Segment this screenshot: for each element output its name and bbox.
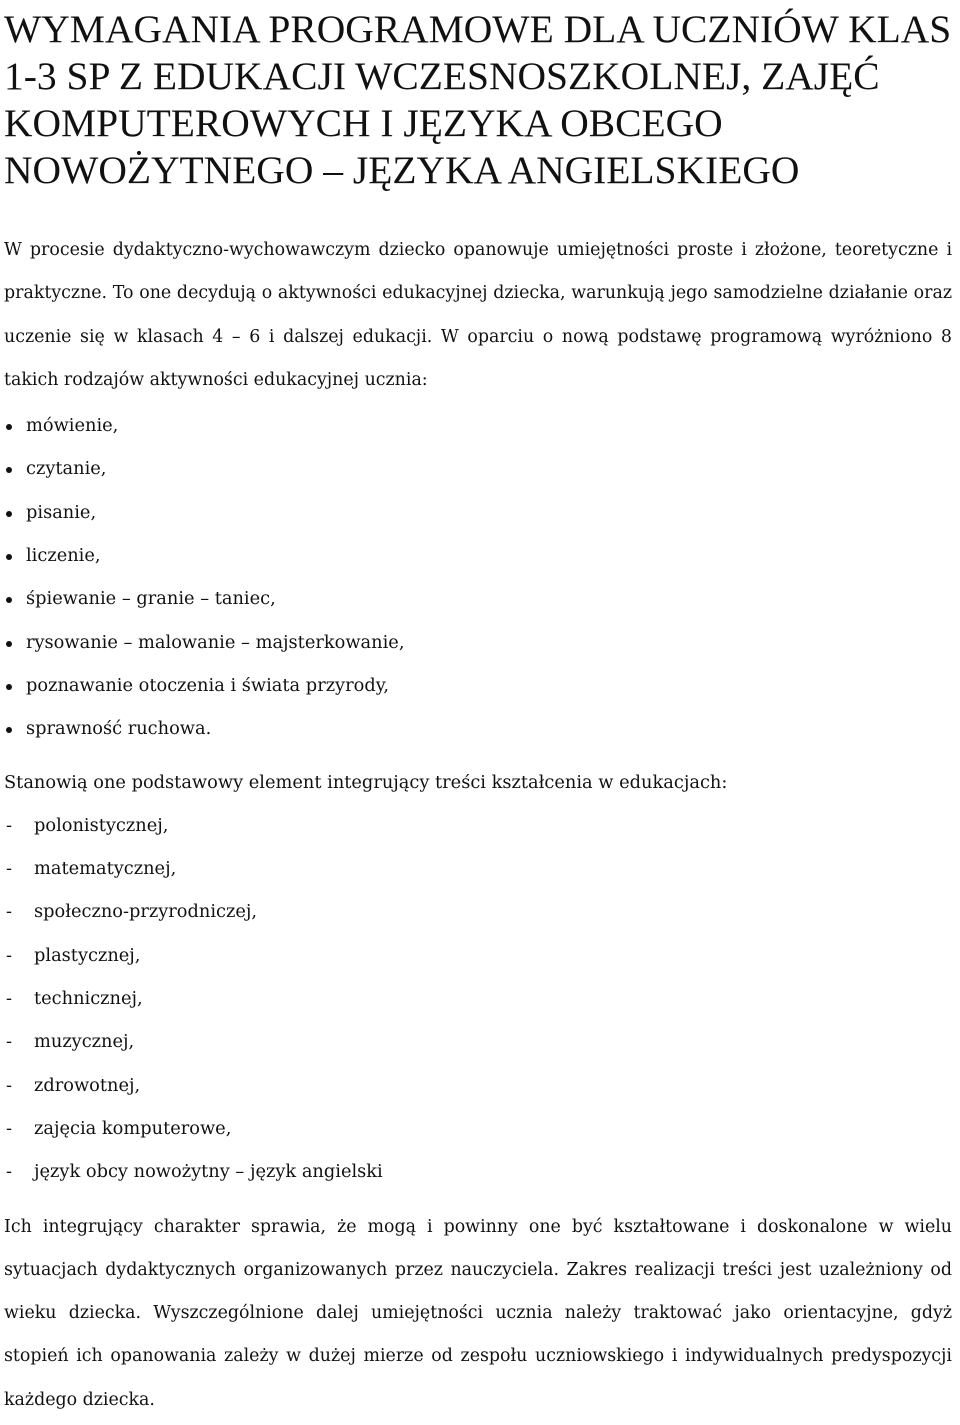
activity-item: rysowanie – malowanie – majsterkowanie,	[4, 621, 952, 664]
activity-item: mówienie,	[4, 404, 952, 447]
education-area-item: - społeczno-przyrodniczej,	[4, 890, 952, 933]
activities-list	[4, 404, 952, 750]
education-area-item: - matematycznej,	[4, 847, 952, 890]
education-lead: Stanowią one podstawowy element integrujący treści kształcenia w edukacjach:	[4, 771, 728, 793]
education-area-item: - technicznej,	[4, 977, 952, 1020]
activity-item: sprawność ruchowa.	[4, 707, 952, 750]
activity-item: czytanie,	[4, 447, 952, 490]
intro-paragraph: W procesie dydaktyczno-wychowawczym dziecko opanowuje umiejętności proste i złożone, teoretyczne i praktyczne. To one decydują o aktywności edukacyjnej dziecka, warunkują jego samodzielne działanie oraz uczenie się w klasach 4 – 6 i dalszej edukacji. W oparciu o nową podstawę programową wyróżniono 8 takich rodzajów aktywności edukacyjnej ucznia:	[4, 240, 952, 390]
activity-item: poznawanie otoczenia i świata przyrody,	[4, 664, 952, 707]
education-area-item: - zdrowotnej,	[4, 1064, 952, 1107]
activity-item: liczenie,	[4, 534, 952, 577]
closing-paragraph: Ich integrujący charakter sprawia, że mogą i powinny one być kształtowane i doskonalone w wielu sytuacjach dydaktycznych organizowanych przez nauczyciela. Zakres realizacji treści jest uzależniony od wieku dziecka. Wyszczególnione dalej umiejętności ucznia należy traktować jako orientacyjne, gdyż stopień ich opanowania zależy w dużej mierze od zespołu uczniowskiego i indywidualnych predyspozycji każdego dziecka.	[4, 1216, 952, 1410]
education-areas-list	[4, 804, 952, 1194]
activity-item: śpiewanie – granie – taniec,	[4, 577, 952, 620]
activity-item: pisanie,	[4, 491, 952, 534]
education-area-item: - plastycznej,	[4, 934, 952, 977]
education-area-item: - język obcy nowożytny – język angielski	[4, 1150, 952, 1193]
education-area-item: - zajęcia komputerowe,	[4, 1107, 952, 1150]
education-area-item: - polonistycznej,	[4, 804, 952, 847]
document-title: WYMAGANIA PROGRAMOWE DLA UCZNIÓW KLAS 1-3 SP Z EDUKACJI WCZESNOSZKOLNEJ, ZAJĘĆ KOMPUTEROWYCH I JĘZYKA OBCEGO NOWOŻYTNEGO – JĘZYKA ANGIELSKIEGO	[4, 7, 952, 192]
education-area-item: - muzycznej,	[4, 1020, 952, 1063]
